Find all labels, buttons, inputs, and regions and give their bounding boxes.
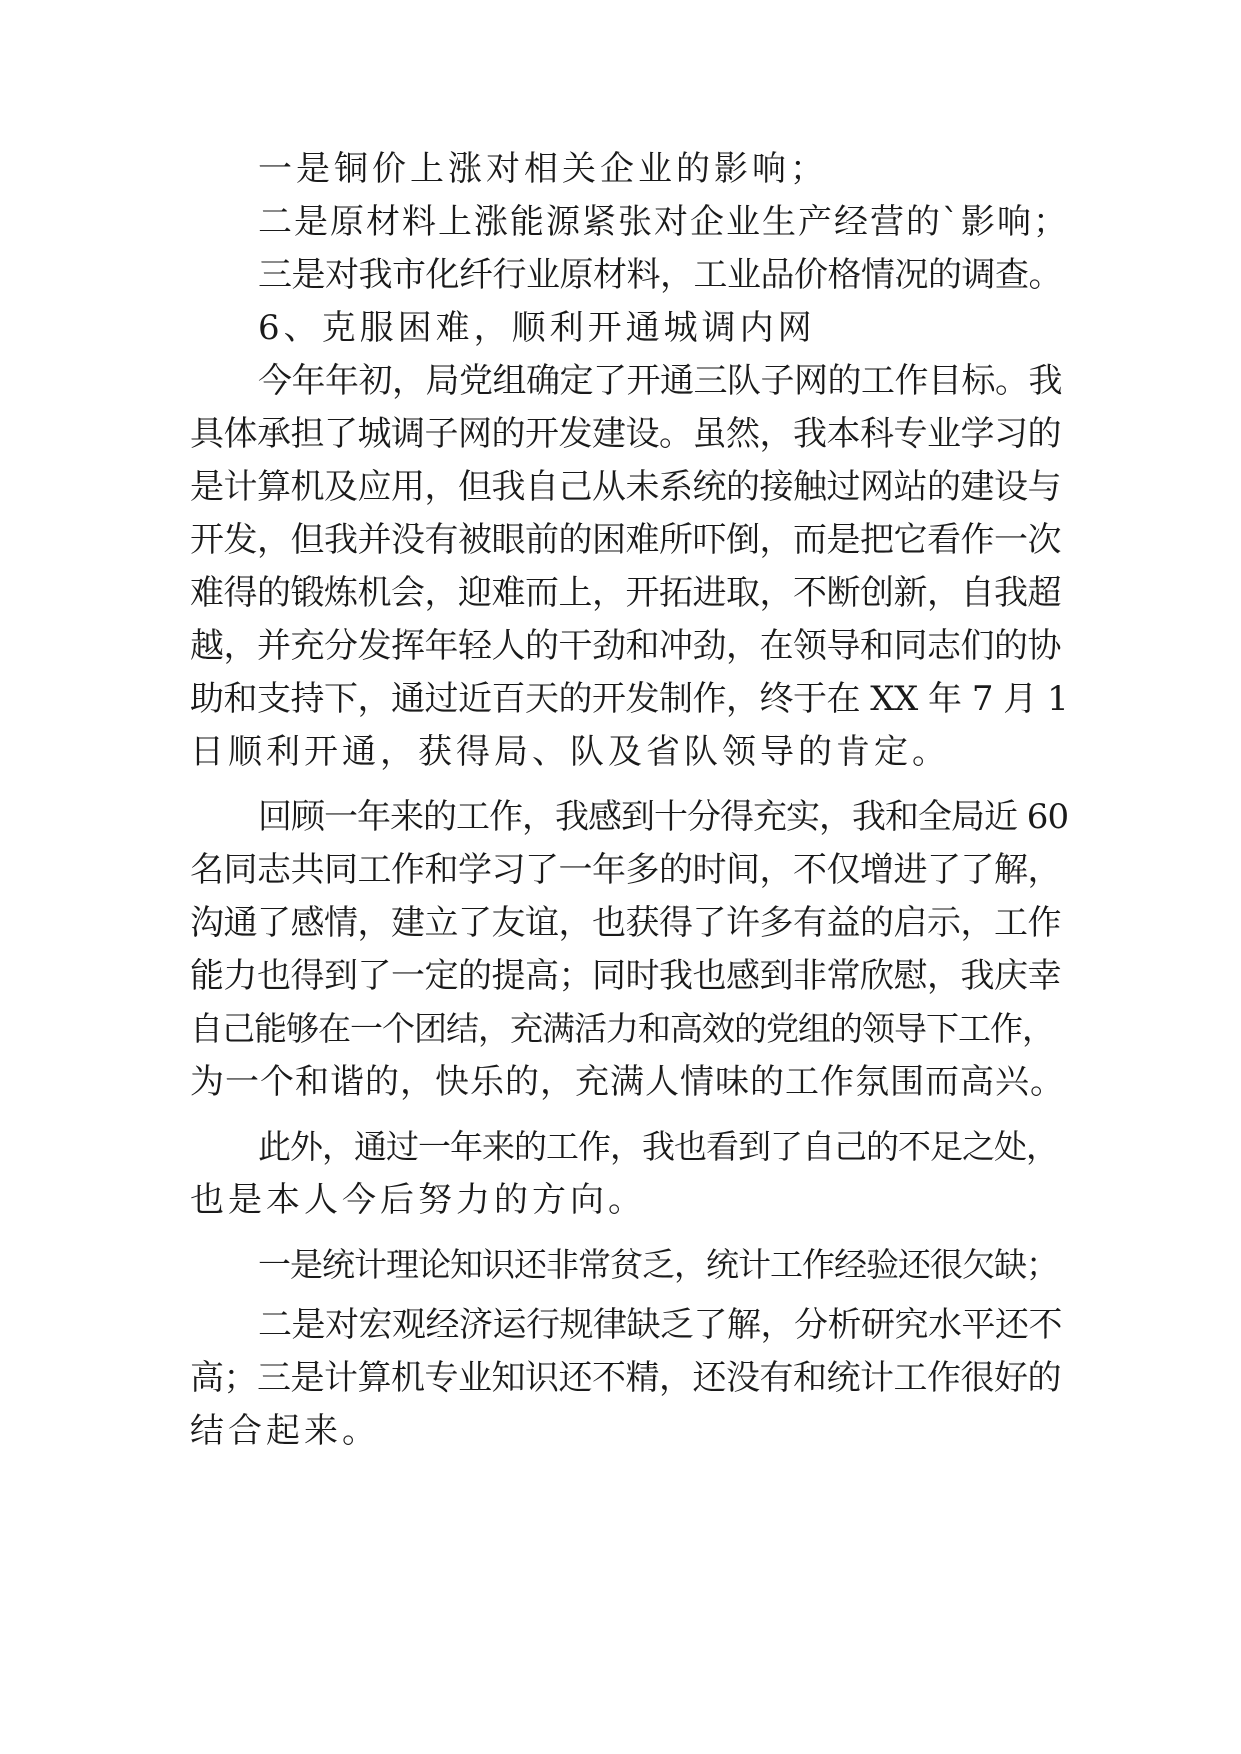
text-line: 二是原材料上涨能源紧张对企业生产经营的`影响； (258, 202, 1069, 242)
text-line: 一是统计理论知识还非常贫乏，统计工作经验还很欠缺； (258, 1245, 1058, 1284)
text-line: 具体承担了城调子网的开发建设。虽然，我本科专业学习的 (190, 414, 1061, 454)
text-line: 日顺利开通，获得局、队及省队领导的肯定。 (190, 732, 950, 772)
text-line: 结合起来。 (190, 1411, 380, 1451)
text-line: 是计算机及应用，但我自己从未系统的接触过网站的建设与 (190, 467, 1061, 507)
text-line: 回顾一年来的工作，我感到十分得充实，我和全局近 60 (258, 797, 1069, 837)
text-line: 二是对宏观经济运行规律缺乏了解，分析研究水平还不 (258, 1305, 1062, 1345)
text-line: 三是对我市化纤行业原材料，工业品价格情况的调查。 (258, 255, 1062, 295)
text-line: 高；三是计算机专业知识还不精，还没有和统计工作很好的 (190, 1358, 1061, 1398)
text-line: 一是铜价上涨对相关企业的影响； (258, 149, 828, 189)
text-line: 能力也得到了一定的提高；同时我也感到非常欣慰，我庆幸 (190, 956, 1061, 996)
section-heading: 6、克服困难，顺利开通城调内网 (258, 308, 816, 348)
text-line: 助和支持下，通过近百天的开发制作，终于在 XX 年 7 月 1 (190, 679, 1069, 719)
text-line: 难得的锻炼机会，迎难而上，开拓进取，不断创新，自我超 (190, 573, 1061, 613)
text-line: 越，并充分发挥年轻人的干劲和冲劲，在领导和同志们的协 (190, 626, 1061, 666)
text-line: 名同志共同工作和学习了一年多的时间，不仅增进了了解， (190, 850, 1061, 890)
text-line: 此外，通过一年来的工作，我也看到了自己的不足之处， (258, 1127, 1058, 1166)
text-line: 为一个和谐的，快乐的，充满人情味的工作氛围而高兴。 (190, 1062, 1065, 1102)
text-line: 沟通了感情，建立了友谊，也获得了许多有益的启示，工作 (190, 903, 1061, 943)
text-line: 自己能够在一个团结，充满活力和高效的党组的领导下工作， (190, 1009, 1054, 1048)
text-line: 开发，但我并没有被眼前的困难所吓倒，而是把它看作一次 (190, 520, 1061, 560)
text-line: 也是本人今后努力的方向。 (190, 1180, 646, 1220)
text-line: 今年年初，局党组确定了开通三队子网的工作目标。我 (258, 361, 1062, 401)
